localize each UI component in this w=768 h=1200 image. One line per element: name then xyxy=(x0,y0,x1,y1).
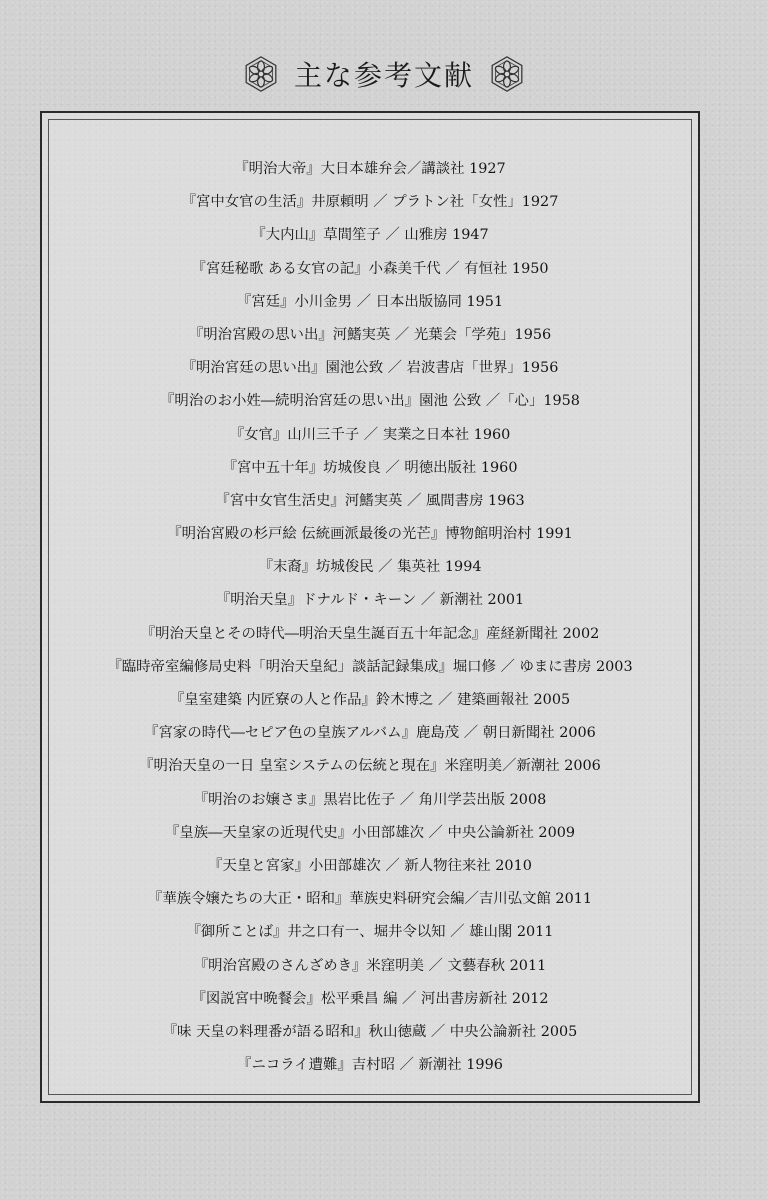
page-title: 主な参考文献 xyxy=(293,59,474,92)
page-header xyxy=(0,50,768,98)
reference-item: 『明治天皇とその時代―明治天皇生誕百五十年記念』産経新聞社 2002 xyxy=(140,625,600,642)
reference-item: 『明治天皇』ドナルド・キーン ／ 新潮社 2001 xyxy=(215,592,525,609)
reference-item: 『宮廷』小川金男 ／ 日本出版協同 1951 xyxy=(236,293,504,310)
reference-item: 『図説宮中晩餐会』松平乗昌 編 ／ 河出書房新社 2012 xyxy=(191,990,549,1007)
reference-item: 『明治のお小姓―続明治宮廷の思い出』園池 公致 ／「心」1958 xyxy=(160,393,580,410)
reference-item: 『ニコライ遭難』吉村昭 ／ 新潮社 1996 xyxy=(237,1057,503,1074)
reference-item: 『皇族―天皇家の近現代史』小田部雄次 ／ 中央公論新社 2009 xyxy=(164,824,576,841)
reference-item: 『華族令嬢たちの大正・昭和』華族史料研究会編／吉川弘文館 2011 xyxy=(147,891,593,908)
reference-item: 『臨時帝室編修局史料「明治天皇紀」談話記録集成』堀口修 ／ ゆまに書房 2003 xyxy=(107,658,633,675)
reference-item: 『明治宮殿の思い出』河鰭実英 ／ 光葉会「学苑」1956 xyxy=(188,326,552,343)
reference-item: 『天皇と宮家』小田部雄次 ／ 新人物往来社 2010 xyxy=(208,857,532,874)
reference-item: 『明治宮殿の杉戸絵 伝統画派最後の光芒』博物館明治村 1991 xyxy=(167,526,573,543)
reference-item: 『明治のお嬢さま』黒岩比佐子 ／ 角川学芸出版 2008 xyxy=(193,791,547,808)
references-frame xyxy=(40,111,700,1103)
reference-item: 『明治大帝』大日本雄弁会／講談社 1927 xyxy=(234,161,506,177)
reference-item: 『味 天皇の料理番が語る昭和』秋山徳蔵 ／ 中央公論新社 2005 xyxy=(162,1023,578,1040)
reference-item: 『明治宮殿のさんざめき』米窪明美 ／ 文藝春秋 2011 xyxy=(193,957,547,974)
reference-item: 『皇室建築 内匠寮の人と作品』鈴木博之 ／ 建築画報社 2005 xyxy=(169,692,571,708)
chrysanthemum-crest-icon-left xyxy=(242,55,280,93)
reference-item: 『明治宮廷の思い出』園池公致 ／ 岩波書店「世界」1956 xyxy=(181,360,559,377)
reference-item: 『大内山』草間笙子 ／ 山雅房 1947 xyxy=(251,227,489,244)
reference-item: 『末裔』坊城俊民 ／ 集英社 1994 xyxy=(258,559,482,576)
reference-item: 『宮中五十年』坊城俊良 ／ 明徳出版社 1960 xyxy=(222,459,518,476)
reference-item: 『御所ことば』井之口有一、堀井令以知 ／ 雄山閣 2011 xyxy=(186,924,554,941)
reference-item: 『宮家の時代―セピア色の皇族アルバム』鹿島茂 ／ 朝日新聞社 2006 xyxy=(144,725,596,742)
reference-item: 『宮廷秘歌 ある女官の記』小森美千代 ／ 有恒社 1950 xyxy=(191,260,549,277)
chrysanthemum-crest-icon-right xyxy=(488,55,526,93)
reference-item: 『女官』山川三千子 ／ 実業之日本社 1960 xyxy=(229,426,511,443)
reference-item: 『宮中女官生活史』河鰭実英 ／ 風間書房 1963 xyxy=(215,492,525,509)
reference-item: 『明治天皇の一日 皇室システムの伝統と現在』米窪明美／新潮社 2006 xyxy=(139,758,601,775)
reference-item: 『宮中女官の生活』井原頼明 ／ プラトン社「女性」1927 xyxy=(181,194,559,211)
reference-list xyxy=(42,153,698,1082)
